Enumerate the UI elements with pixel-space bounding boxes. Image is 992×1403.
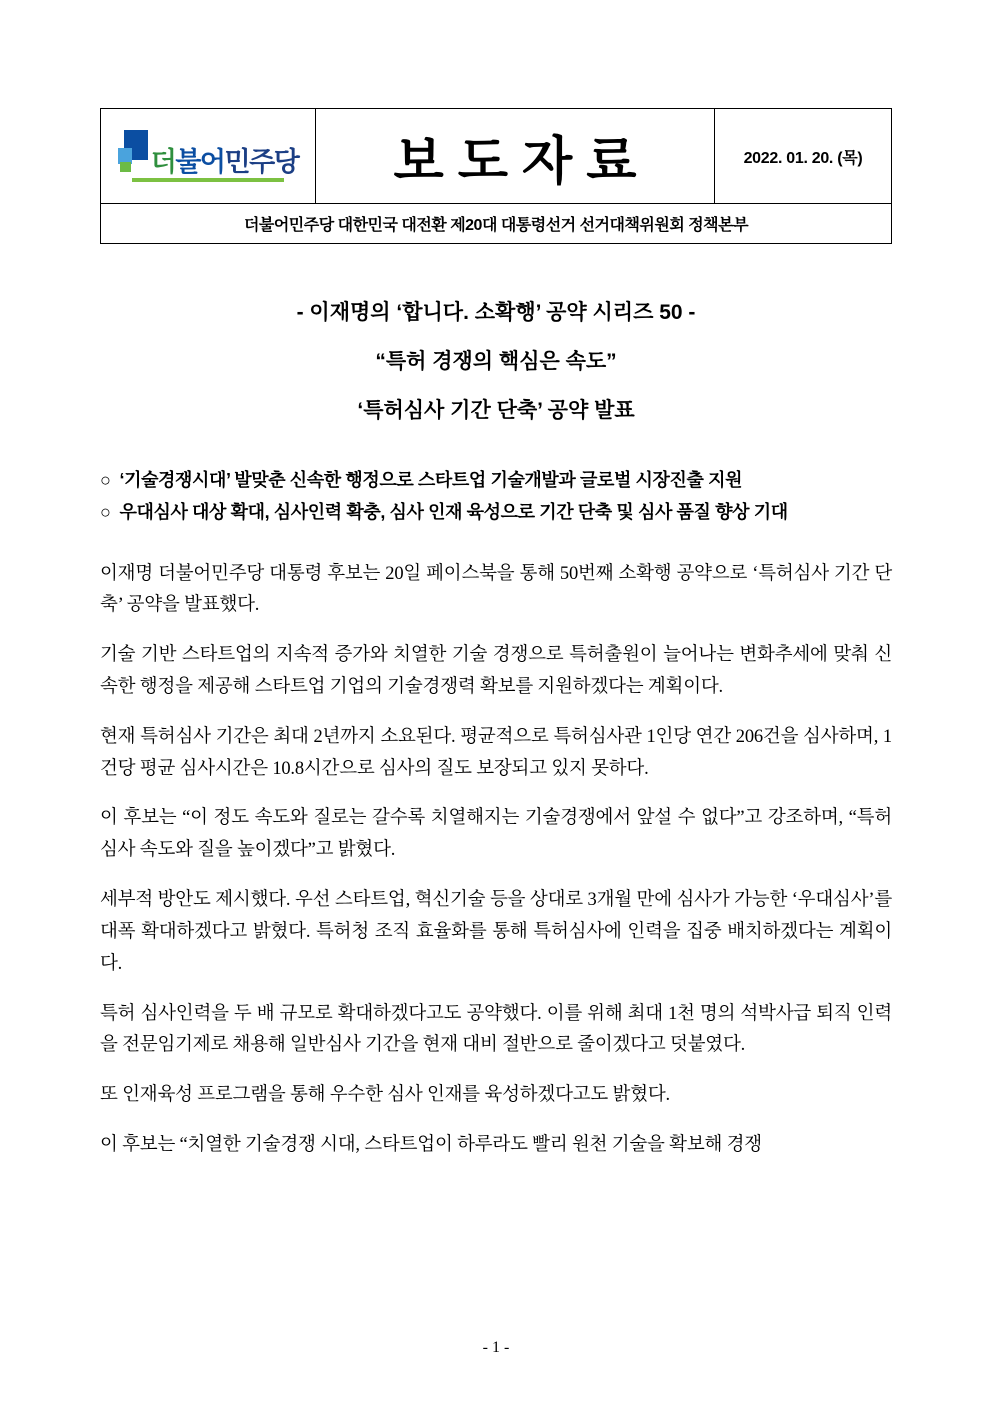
bullet-circle-icon: ○ — [100, 470, 111, 490]
logo-underline-decoration — [132, 178, 284, 182]
document-title-cell — [316, 109, 715, 204]
bullet-text: 우대심사 대상 확대, 심사인력 확충, 심사 인재 육성으로 기간 단축 및 심사 품질 향상 기대 — [119, 502, 788, 523]
logo-char-1: 더 — [150, 147, 176, 177]
paragraph: 기술 기반 스타트업의 지속적 증가와 치열한 기술 경쟁으로 특허출원이 늘어나는 변화추세에 맞춰 신속한 행정을 제공해 스타트업 기업의 기술경쟁력 확보를 지원하겠다는 계획이다. — [100, 645, 892, 698]
logo-char-4: 민 — [224, 147, 250, 177]
bullet-circle-icon: ○ — [100, 502, 111, 523]
list-item — [100, 500, 892, 524]
party-logo-mark-icon — [118, 130, 148, 172]
logo-char-3: 어 — [199, 147, 225, 177]
list-item — [100, 468, 892, 492]
party-logo-cell — [101, 109, 316, 204]
paragraph: 특허 심사인력을 두 배 규모로 확대하겠다고도 공약했다. 이를 위해 최대 1천 명의 석박사급 퇴직 인력을 전문임기제로 채용해 일반심사 기간을 현재 대비 절반으로 줄이겠다고 덧붙였다. — [100, 1003, 892, 1056]
paragraph: 이재명 더불어민주당 대통령 후보는 20일 페이스북을 통해 50번째 소확행 공약으로 ‘특허심사 기간 단축’ 공약을 발표했다. — [100, 563, 892, 616]
logo-char-5: 주 — [249, 147, 274, 177]
document-title: 보도자료 — [393, 132, 651, 191]
document-date: 2022. 01. 20. (목) — [743, 149, 863, 167]
summary-bullet-list — [100, 468, 892, 525]
document-date-cell — [715, 109, 892, 204]
headline-series-line: - 이재명의 ‘합니다. 소확행’ 공약 시리즈 50 - — [296, 301, 696, 324]
logo-char-2: 불 — [175, 147, 200, 177]
page-number: - 1 - — [482, 1339, 510, 1356]
body-content — [100, 559, 892, 1162]
headline-pledge-line: ‘특허심사 기간 단축’ 공약 발표 — [357, 399, 635, 422]
headline-block — [100, 296, 892, 424]
paragraph: 현재 특허심사 기간은 최대 2년까지 소요된다. 평균적으로 특허심사관 1인당 연간 206건을 심사하며, 1건당 평균 심사시간은 10.8시간으로 심사의 질도 보장되고 있지 못하다. — [100, 726, 892, 779]
headline-quote-line: “특허 경쟁의 핵심은 속도” — [375, 350, 617, 373]
organization-cell — [101, 204, 892, 244]
paragraph: 세부적 방안도 제시했다. 우선 스타트업, 혁신기술 등을 상대로 3개월 만에 심사가 가능한 ‘우대심사’를 대폭 확대하겠다고 밝혔다. 특허청 조직 효율화를 통해 특허심사에 인력을 집중 배치하겠다는 계획이다. — [100, 890, 892, 974]
bullet-text: ‘기술경쟁시대’ 발맞춘 신속한 행정으로 스타트업 기술개발과 글로벌 시장진출 지원 — [119, 470, 743, 490]
organization-name: 더불어민주당 대한민국 대전환 제20대 대통령선거 선거대책위원회 정책본부 — [243, 217, 749, 234]
party-logo-wordmark — [151, 149, 299, 176]
party-logo — [101, 109, 315, 203]
paragraph: 이 후보는 “이 정도 속도와 질로는 갈수록 치열해지는 기술경쟁에서 앞설 수 없다”고 강조하며, “특허심사 속도와 질을 높이겠다”고 밝혔다. — [100, 808, 892, 861]
press-release-header-table — [100, 108, 892, 244]
paragraph: 또 인재육성 프로그램을 통해 우수한 심사 인재를 육성하겠다고도 밝혔다. — [100, 1085, 670, 1106]
logo-char-6: 당 — [273, 147, 299, 177]
paragraph: 이 후보는 “치열한 기술경쟁 시대, 스타트업이 하루라도 빨리 원천 기술을 확보해 경쟁 — [100, 1134, 762, 1155]
